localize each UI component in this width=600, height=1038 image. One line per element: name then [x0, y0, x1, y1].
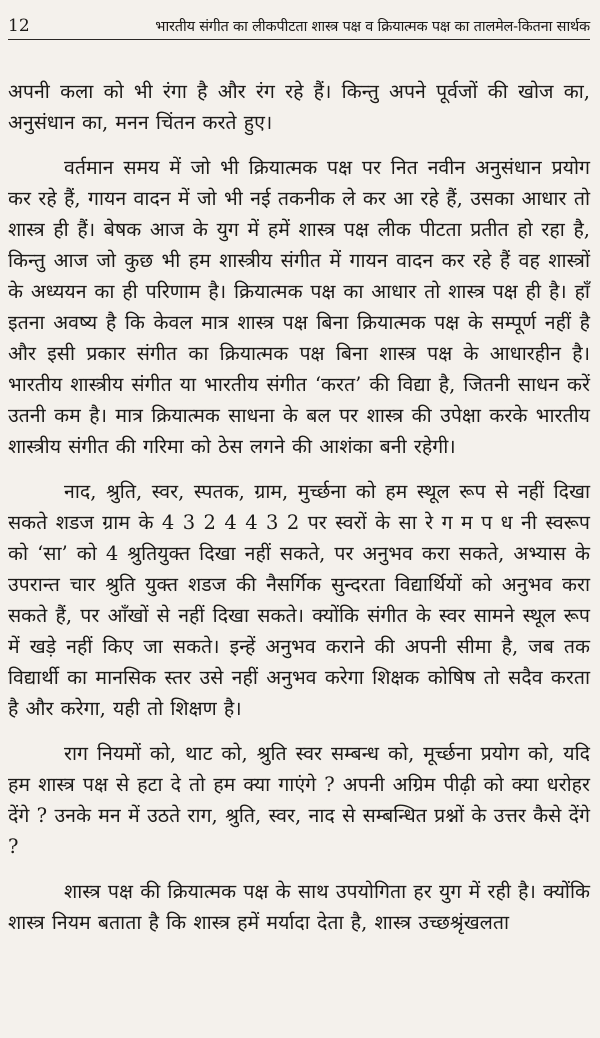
- running-header: [8, 0, 590, 40]
- running-title: भारतीय संगीत का लीकपीटता शास्त्र पक्ष व क्रियात्मक पक्ष का तालमेल-कितना सार्थक: [155, 19, 590, 35]
- paragraph-shruti-swar: नाद, श्रुति, स्वर, स्पतक, ग्राम, मुर्च्छना को हम स्थूल रूप से नहीं दिखा सकते शडज ग्राम के 4 3 2 4 4 3 2 पर स्वरों के सा रे ग म प ध नी स्वरूप को ‘सा’ को 4 श्रुतियुक्त दिखा नहीं सकते, पर अनुभव करा सकते, अभ्यास के उपरान्त चार श्रुति युक्त शडज की नैसर्गिक सुन्दरता विद्यार्थियों को अनुभव करा सकते हैं, पर आँखों से नहीं दिखा सकते। क्योंकि संगीत के स्वर सामने स्थूल रूप में खड़े नहीं किए जा सकते। इन्हें अनुभव कराने की अपनी सीमा है, जब तक विद्यार्थी का मानसिक स्तर उसे नहीं अनुभव करेगा शिक्षक कोषिष तो सदैव करता है और करेगा, यही तो शिक्षण है।: [8, 480, 590, 720]
- paragraph-raga-rules: राग नियमों को, थाट को, श्रुति स्वर सम्बन्ध को, मूर्च्छना प्रयोग को, यदि हम शास्त्र पक्ष से हटा दे तो हम क्या गाएंगे ? अपनी अग्रिम पीढ़ी को क्या धरोहर देंगे ? उनके मन में उठते राग, श्रुति, स्वर, नाद से सम्बन्धित प्रश्नों के उत्तर कैसे देंगे ?: [8, 742, 590, 858]
- body-text: [8, 76, 590, 938]
- page-number: 12: [8, 16, 30, 36]
- paragraph-shastra-basis: वर्तमान समय में जो भी क्रियात्मक पक्ष पर नित नवीन अनुसंधान प्रयोग कर रहे हैं, गायन वादन में जो भी नई तकनीक ले कर आ रहे हैं, उसका आधार तो शास्त्र ही हैं। बेषक आज के युग में हमें शास्त्र पक्ष लीक पीटता प्रतीत हो रहा है, किन्तु आज जो कुछ भी हम शास्त्रीय संगीत में गायन वादन कर रहे हैं वह शास्त्रों के अध्ययन का ही परिणाम है। क्रियात्मक पक्ष का आधार तो शास्त्र पक्ष ही है। हाँ इतना अवष्य है कि केवल मात्र शास्त्र पक्ष बिना क्रियात्मक पक्ष के सम्पूर्ण नहीं है और इसी प्रकार संगीत का क्रियात्मक पक्ष बिना शास्त्र पक्ष के आधारहीन है। भारतीय शास्त्रीय संगीत या भारतीय संगीत ‘करत’ की विद्या है, जितनी साधन करें उतनी कम है। मात्र क्रियात्मक साधना के बल पर शास्त्र की उपेक्षा करके भारतीय शास्त्रीय संगीत की गरिमा को ठेस लगने की आशंका बनी रहेगी।: [8, 156, 590, 458]
- paragraph-continued: अपनी कला को भी रंगा है और रंग रहे हैं। किन्तु अपने पूर्वजों की खोज का, अनुसंधान का, मनन चिंतन करते हुए।: [8, 80, 590, 134]
- paragraph-utility: शास्त्र पक्ष की क्रियात्मक पक्ष के साथ उपयोगिता हर युग में रही है। क्योंकि शास्त्र नियम बताता है कि शास्त्र हमें मर्यादा देता है, शास्त्र उच्छश्रृंखलता: [8, 880, 590, 934]
